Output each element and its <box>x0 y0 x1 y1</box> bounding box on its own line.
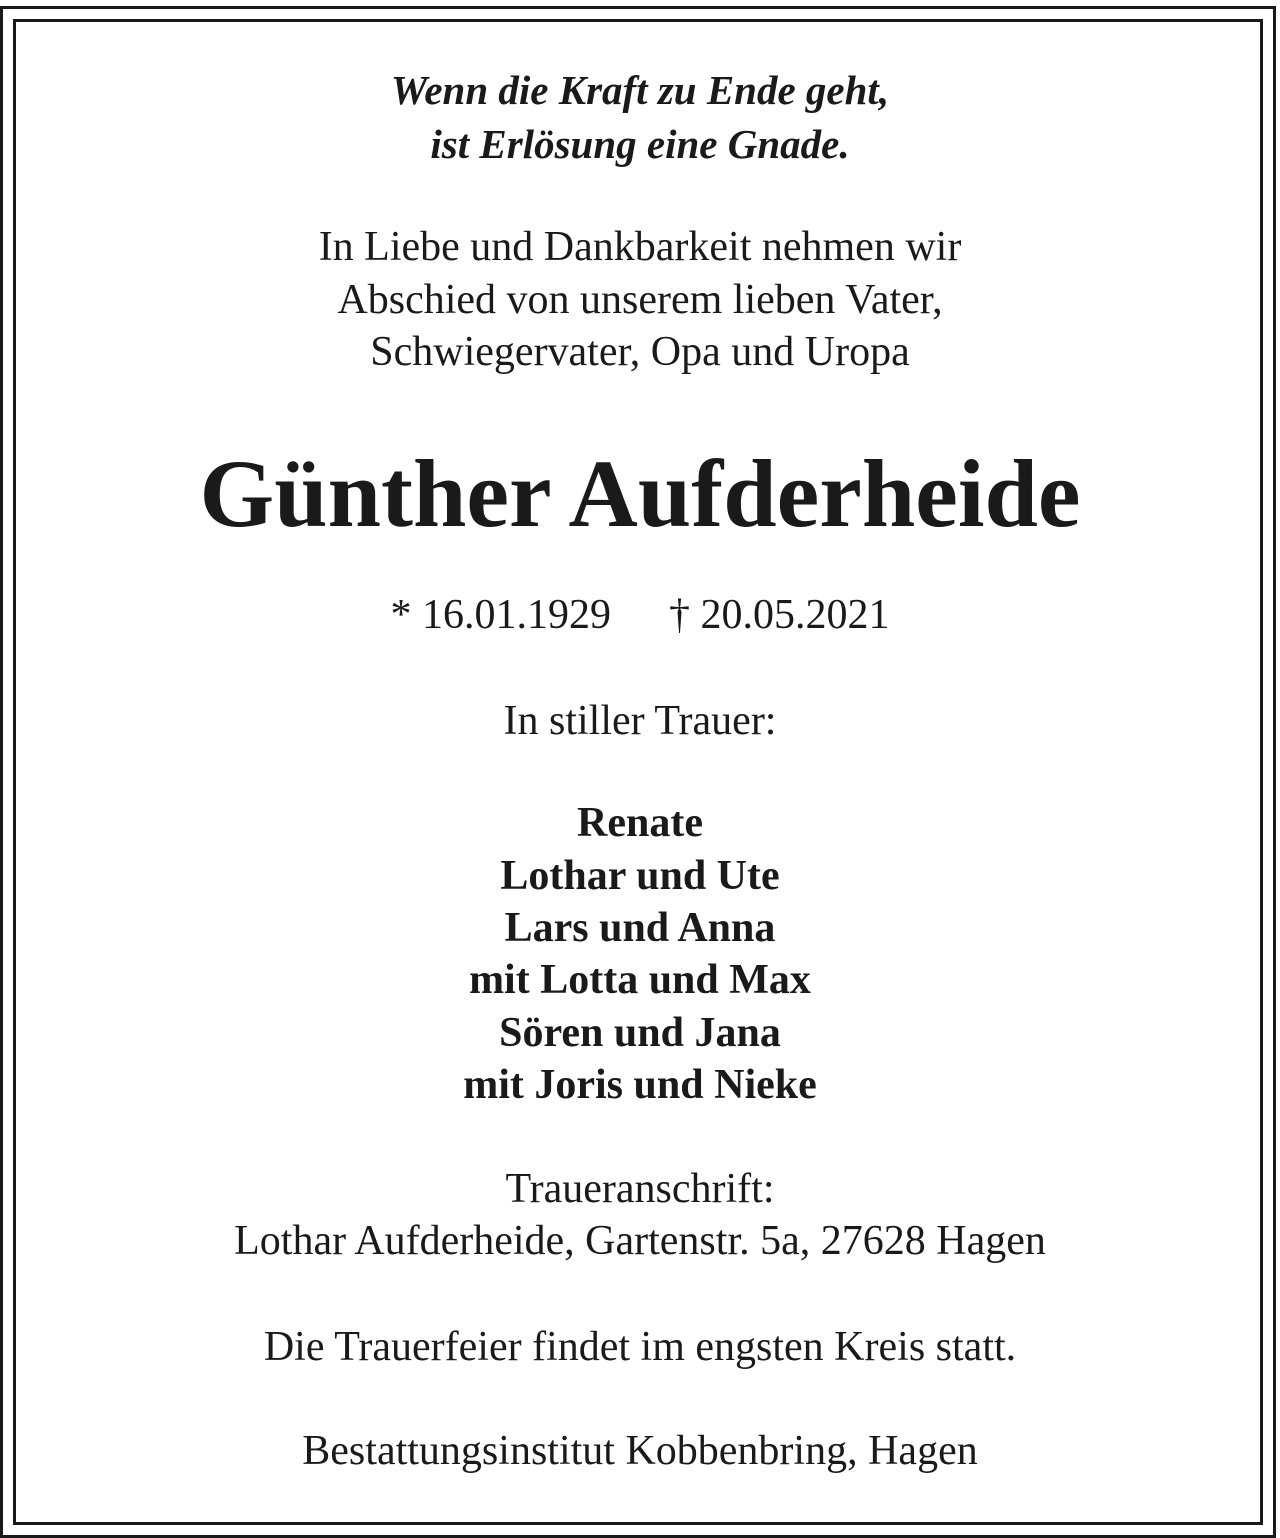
intro-line-1: In Liebe und Dankbarkeit nehmen wir <box>318 224 962 270</box>
intro-line-2: Abschied von unserem lieben Vater, <box>337 277 943 323</box>
birth-date: * 16.01.1929 <box>390 592 611 638</box>
ceremony-note: Die Trauerfeier findet im engsten Kreis statt. <box>263 1324 1017 1370</box>
family-member: mit Joris und Nieke <box>463 1062 817 1108</box>
family-member: Sören und Jana <box>499 1010 781 1056</box>
motto-line-2: ist Erlösung eine Gnade. <box>430 121 850 167</box>
deceased-name: Günther Aufderheide <box>199 440 1081 547</box>
family-member: mit Lotta und Max <box>469 957 811 1003</box>
intro-line-3: Schwiegervater, Opa und Uropa <box>370 329 910 375</box>
family-member: Lothar und Ute <box>500 853 780 899</box>
death-date: † 20.05.2021 <box>669 592 890 638</box>
mourning-label: In stiller Trauer: <box>503 698 777 744</box>
funeral-home: Bestattungsinstitut Kobbenbring, Hagen <box>302 1428 978 1474</box>
life-dates <box>0 594 1280 636</box>
motto-line-1: Wenn die Kraft zu Ende geht, <box>390 67 890 113</box>
address-label: Traueranschrift: <box>505 1166 775 1212</box>
address-value: Lothar Aufderheide, Gartenstr. 5a, 27628 Hagen <box>234 1218 1046 1264</box>
family-member: Renate <box>577 800 703 846</box>
family-member: Lars und Anna <box>504 905 776 951</box>
